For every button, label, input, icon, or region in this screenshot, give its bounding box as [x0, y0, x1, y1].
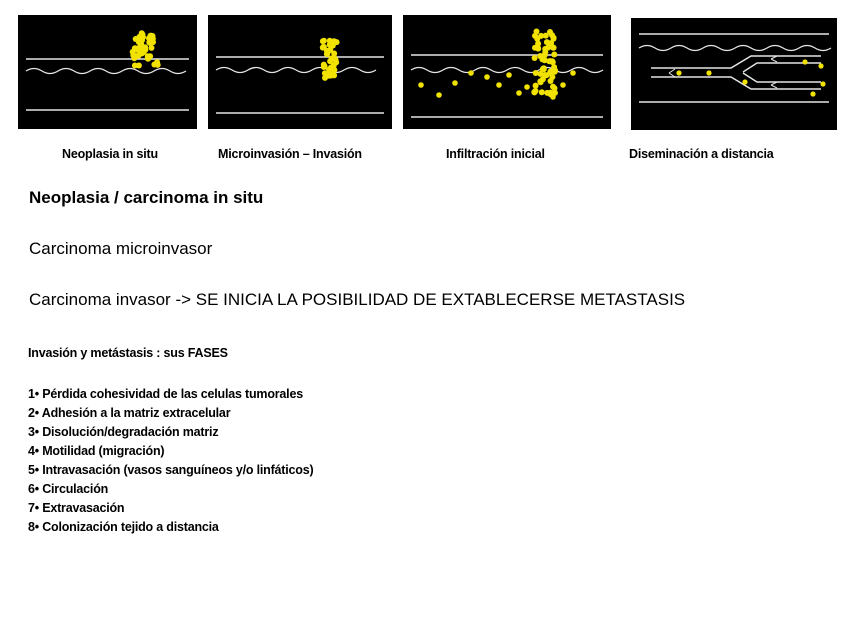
figure-caption-1: Neoplasia in situ	[62, 147, 158, 161]
heading-carcinoma-invasor: Carcinoma invasor -> SE INICIA LA POSIBILIDAD DE EXTABLECERSE METASTASIS	[29, 290, 686, 309]
heading-carcinoma-in-situ: Neoplasia / carcinoma in situ	[29, 188, 264, 207]
phase-item: 6• Circulación	[28, 482, 109, 496]
diseminacion-distancia-image	[631, 18, 837, 130]
microinvasion-image	[208, 15, 392, 129]
infiltracion-inicial-image	[403, 15, 611, 129]
phase-item: 2• Adhesión a la matriz extracelular	[28, 406, 231, 420]
neoplasia-in-situ-image	[18, 15, 197, 129]
phases-list	[28, 385, 313, 537]
figure-caption-2: Microinvasión – Invasión	[218, 147, 362, 161]
phase-item: 3• Disolución/degradación matriz	[28, 425, 219, 439]
phases-title: Invasión y metástasis : sus FASES	[28, 346, 228, 360]
phase-item: 4• Motilidad (migración)	[28, 444, 165, 458]
phase-item: 7• Extravasación	[28, 501, 125, 515]
figure-caption-4: Diseminación a distancia	[629, 147, 774, 161]
phase-item: 1• Pérdida cohesividad de las celulas tumorales	[28, 387, 303, 401]
phase-item: 8• Colonización tejido a distancia	[28, 520, 219, 534]
figure-caption-3: Infiltración inicial	[446, 147, 545, 161]
heading-carcinoma-microinvasor: Carcinoma microinvasor	[29, 239, 213, 258]
phase-item: 5• Intravasación (vasos sanguíneos y/o linfáticos)	[28, 463, 314, 477]
